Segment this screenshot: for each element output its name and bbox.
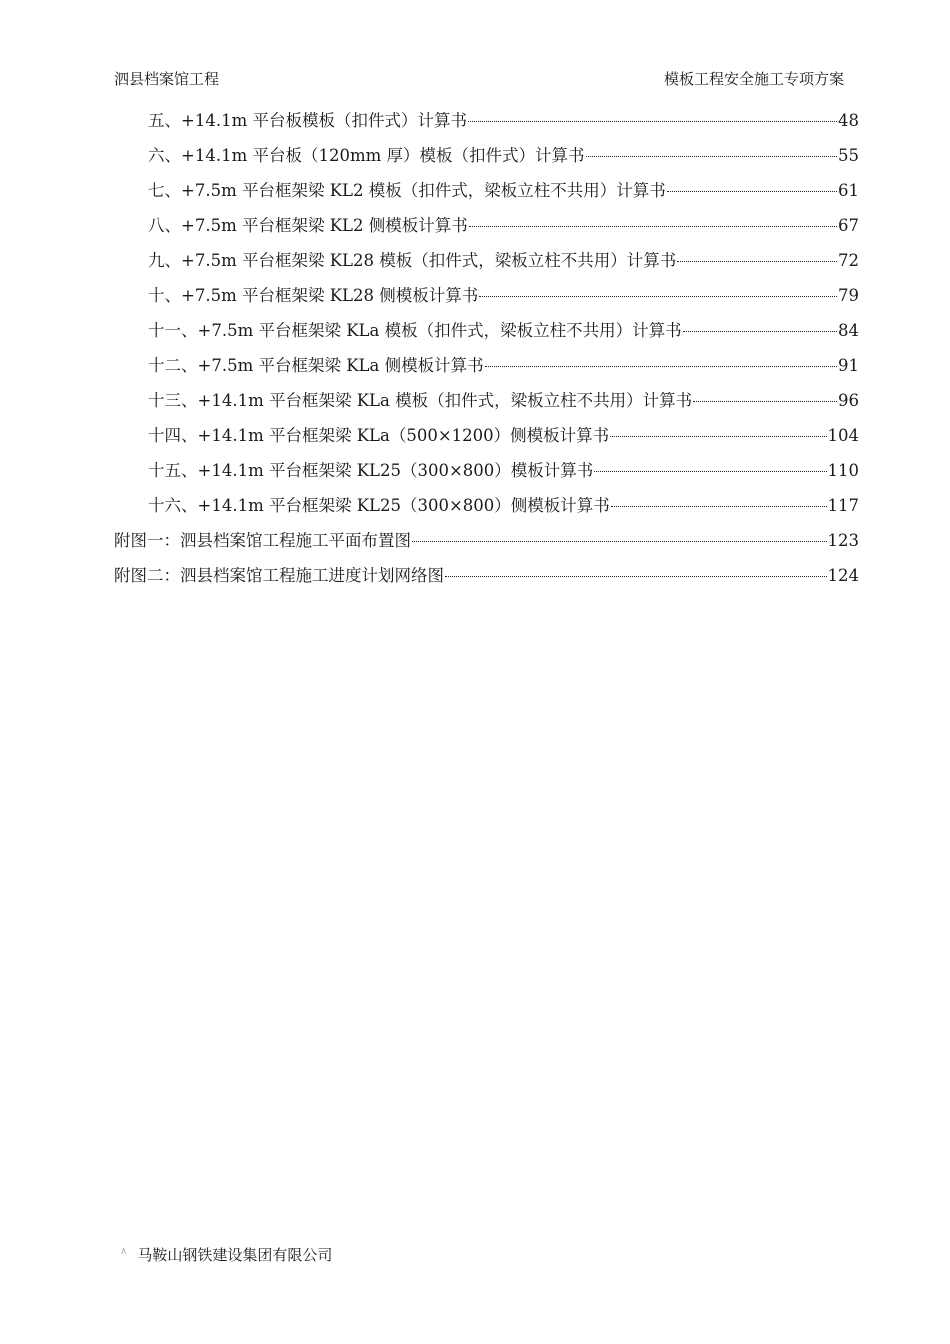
toc-dot-leader: [611, 504, 827, 507]
toc-entry-title: 十六、+14.1m 平台框架梁 KL25（300×800）侧模板计算书: [148, 496, 610, 515]
toc-dot-leader: [468, 119, 837, 122]
toc-entry-page-number: 61: [838, 181, 859, 200]
toc-entry-page-number: 55: [838, 146, 859, 165]
toc-dot-leader: [412, 539, 827, 542]
toc-entry-title: 八、+7.5m 平台框架梁 KL2 侧模板计算书: [148, 216, 468, 235]
toc-dot-leader: [479, 294, 837, 297]
toc-entry[interactable]: [114, 353, 859, 388]
toc-entry[interactable]: [114, 248, 859, 283]
page-footer: [120, 1244, 332, 1265]
toc-entry-title: 十一、+7.5m 平台框架梁 KLa 模板（扣件式，梁板立柱不共用）计算书: [148, 321, 682, 340]
toc-entry-page-number: 117: [827, 496, 859, 515]
toc-entry[interactable]: [114, 318, 859, 353]
toc-dot-leader: [594, 469, 826, 472]
toc-entry[interactable]: [114, 563, 859, 598]
toc-entry-page-number: 123: [827, 531, 859, 550]
toc-entry-title: 七、+7.5m 平台框架梁 KL2 模板（扣件式，梁板立柱不共用）计算书: [148, 181, 666, 200]
toc-entry[interactable]: [114, 528, 859, 563]
toc-dot-leader: [469, 224, 837, 227]
toc-entry[interactable]: [114, 388, 859, 423]
toc-entry[interactable]: [114, 283, 859, 318]
toc-entry-title: 九、+7.5m 平台框架梁 KL28 模板（扣件式，梁板立柱不共用）计算书: [148, 251, 677, 270]
toc-entry-title: 附图一：泗县档案馆工程施工平面布置图: [114, 531, 411, 550]
toc-entry[interactable]: [114, 458, 859, 493]
toc-entry-title: 五、+14.1m 平台板模板（扣件式）计算书: [148, 111, 467, 130]
toc-dot-leader: [586, 154, 838, 157]
toc-entry-page-number: 79: [838, 286, 859, 305]
toc-entry[interactable]: [114, 493, 859, 528]
toc-entry-title: 六、+14.1m 平台板（120mm 厚）模板（扣件式）计算书: [148, 146, 585, 165]
toc-entry-page-number: 104: [827, 426, 859, 445]
toc-entry-title: 十二、+7.5m 平台框架梁 KLa 侧模板计算书: [148, 356, 484, 375]
toc-entry-page-number: 110: [827, 461, 859, 480]
toc-entry[interactable]: [114, 213, 859, 248]
toc-entry-page-number: 48: [838, 111, 859, 130]
toc-dot-leader: [683, 329, 837, 332]
header-document-title: 模板工程安全施工专项方案: [663, 70, 844, 88]
toc-entry-title: 十三、+14.1m 平台框架梁 KLa 模板（扣件式，梁板立柱不共用）计算书: [148, 391, 693, 410]
toc-entry-title: 十五、+14.1m 平台框架梁 KL25（300×800）模板计算书: [148, 461, 594, 480]
toc-dot-leader: [610, 434, 826, 437]
toc-dot-leader: [693, 399, 837, 402]
toc-entry[interactable]: [114, 423, 859, 458]
toc-entry-page-number: 72: [838, 251, 859, 270]
toc-entry[interactable]: [114, 178, 859, 213]
toc-entry-page-number: 96: [838, 391, 859, 410]
toc-dot-leader: [677, 259, 837, 262]
toc-entry-page-number: 124: [827, 566, 859, 585]
toc-entry-title: 十四、+14.1m 平台框架梁 KLa（500×1200）侧模板计算书: [148, 426, 610, 445]
toc-entry-page-number: 91: [838, 356, 859, 375]
toc-dot-leader: [445, 574, 827, 577]
toc-entry-page-number: 84: [838, 321, 859, 340]
toc-dot-leader: [667, 189, 837, 192]
header-project-name: 泗县档案馆工程: [114, 70, 220, 88]
toc-entry[interactable]: [114, 143, 859, 178]
footer-company-name: 马鞍山钢铁建设集团有限公司: [137, 1246, 333, 1264]
toc-entry-title: 附图二：泗县档案馆工程施工进度计划网络图: [114, 566, 444, 585]
toc-entry[interactable]: [114, 108, 859, 143]
toc-entry-title: 十、+7.5m 平台框架梁 KL28 侧模板计算书: [148, 286, 479, 305]
toc-entry-page-number: 67: [838, 216, 859, 235]
footer-mark-icon: ∧: [120, 1246, 128, 1257]
page-header: [114, 68, 844, 90]
table-of-contents: [114, 108, 859, 598]
toc-dot-leader: [485, 364, 837, 367]
